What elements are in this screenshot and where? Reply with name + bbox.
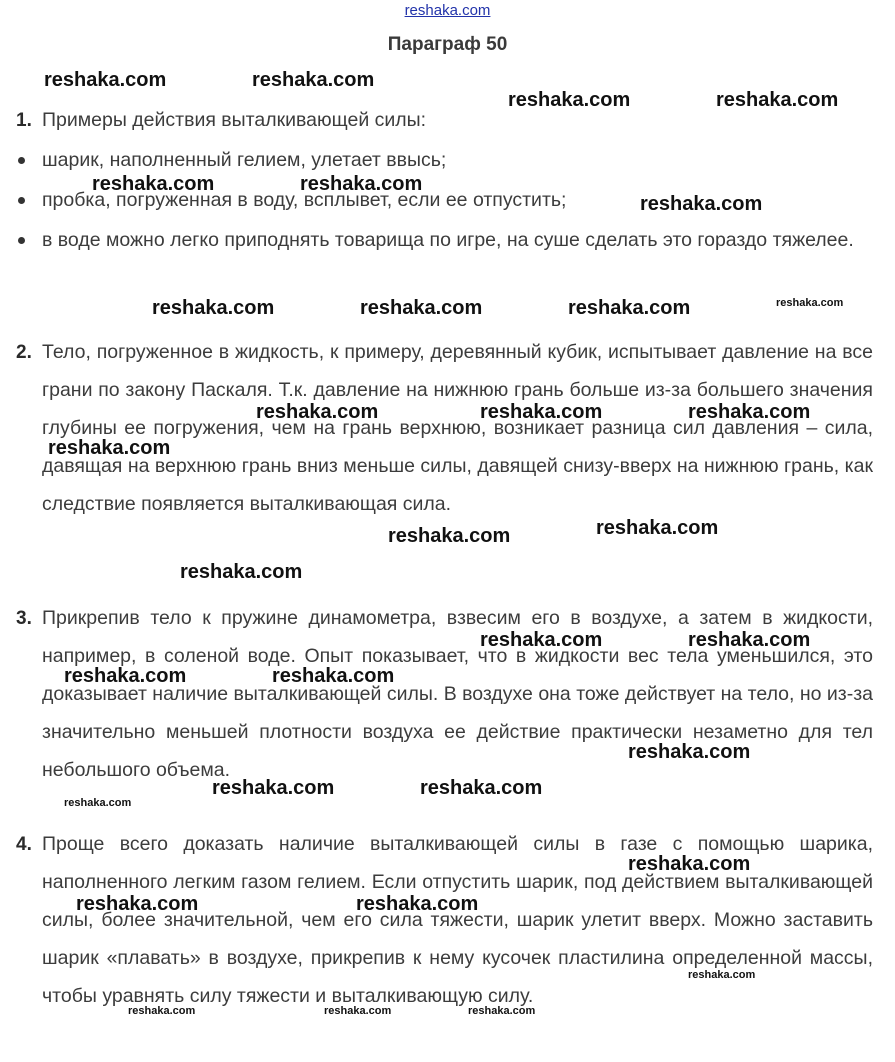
watermark: reshaka.com [628, 853, 751, 875]
watermark-small: reshaka.com [688, 969, 756, 981]
watermark: reshaka.com [716, 89, 839, 111]
watermark-small: reshaka.com [324, 1005, 392, 1017]
watermark: reshaka.com [92, 173, 215, 195]
watermark: reshaka.com [688, 629, 811, 651]
section-3-number: 3. [16, 608, 32, 629]
watermark: reshaka.com [272, 665, 395, 687]
site-link[interactable]: reshaka.com [404, 2, 491, 19]
watermark: reshaka.com [64, 665, 187, 687]
watermark: reshaka.com [212, 777, 335, 799]
section-3-text: Прикрепив тело к пружине динамометра, взвесим его в воздухе, а затем в жидкости, например, в соленой воде. Опыт показывает, что в жидкости вес тела уменьшился, это доказывает наличие выталкивающей силы. В воздухе она тоже действует на тело, но из-за значительно меньшей плотности воздуха ее действие практически незаметно для тел небольшого объема. [42, 607, 874, 781]
section-1-bullet-1: шарик, наполненный гелием, улетает ввысь; [42, 149, 447, 171]
watermark: reshaka.com [76, 893, 199, 915]
watermark: reshaka.com [356, 893, 479, 915]
page-title: Параграф 50 [387, 34, 508, 55]
watermark: reshaka.com [480, 629, 603, 651]
watermark-small: reshaka.com [468, 1005, 536, 1017]
watermark: reshaka.com [480, 401, 603, 423]
section-1-bullet-2: пробка, погруженная в воду, всплывет, если ее отпустить; [42, 189, 567, 211]
watermark: reshaka.com [300, 173, 423, 195]
watermark: reshaka.com [688, 401, 811, 423]
watermark: reshaka.com [388, 525, 511, 547]
watermark: reshaka.com [252, 69, 375, 91]
watermark: reshaka.com [256, 401, 379, 423]
watermark: reshaka.com [152, 297, 275, 319]
section-1-number: 1. [16, 110, 32, 131]
bullet-2 [18, 197, 25, 204]
watermark: reshaka.com [628, 741, 751, 763]
watermark: reshaka.com [508, 89, 631, 111]
watermark: reshaka.com [44, 69, 167, 91]
section-1-bullet-3: в воде можно легко приподнять товарища по игре, на суше сделать это гораздо тяжелее. [42, 229, 854, 251]
watermark-small: reshaka.com [776, 297, 844, 309]
section-4-number: 4. [16, 834, 32, 855]
watermark: reshaka.com [596, 517, 719, 539]
watermark-small: reshaka.com [64, 797, 132, 809]
bullet-1 [18, 157, 25, 164]
bullet-3 [18, 237, 25, 244]
watermark-small: reshaka.com [128, 1005, 196, 1017]
watermark: reshaka.com [48, 437, 171, 459]
watermark: reshaka.com [640, 193, 763, 215]
section-2-number: 2. [16, 342, 32, 363]
section-2-text: Тело, погруженное в жидкость, к примеру, деревянный кубик, испытывает давление на все грани по закону Паскаля. Т.к. давление на нижнюю грань больше из-за большего значения глубины ее погружения, чем на грань верхнюю, возникает разница сил давления – сила, давящая на верхнюю грань вниз меньше силы, давящей снизу-вверх на нижнюю грань, как следствие появляется выталкивающая сила. [42, 341, 873, 515]
watermark: reshaka.com [420, 777, 543, 799]
watermark: reshaka.com [360, 297, 483, 319]
watermark: reshaka.com [180, 561, 303, 583]
watermark: reshaka.com [568, 297, 691, 319]
section-1-text: Примеры действия выталкивающей силы: [42, 109, 427, 131]
section-4-text: Проще всего доказать наличие выталкивающей силы в газе с помощью шарика, наполненного легким газом гелием. Если отпустить шарик, под действием выталкивающей силы, более значительной, чем его сила тяжести, шарик улетит вверх. Можно заставить шарик «плавать» в воздухе, прикрепив к нему кусочек пластилина определенной массы, чтобы уравнять силу тяжести и выталкивающую силу. [42, 833, 873, 1007]
